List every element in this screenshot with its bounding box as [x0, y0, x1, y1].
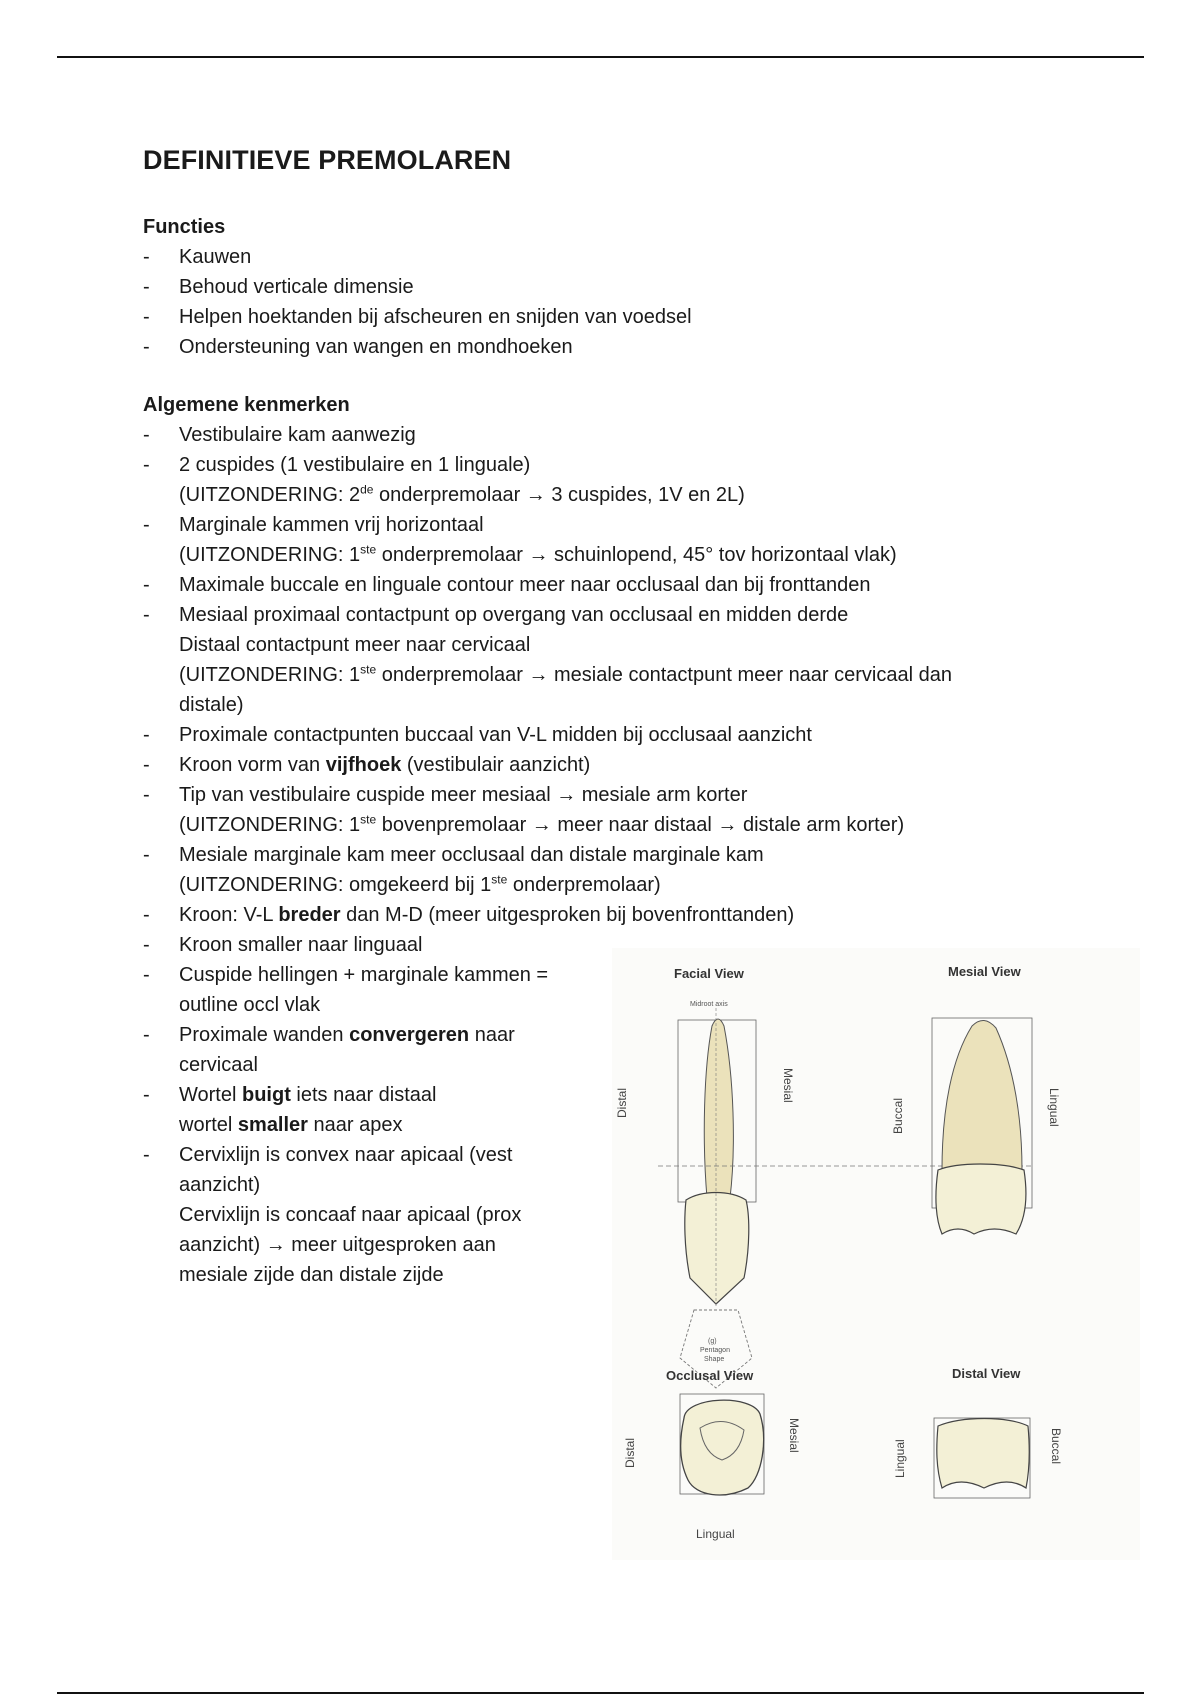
list-item: - Kroon vorm van vijfhoek (vestibulair aanzicht) — [143, 750, 952, 780]
bottom-rule — [57, 1692, 1144, 1694]
facial-root — [704, 1019, 733, 1198]
list-item: - Mesiaal proximaal contactpunt op overgang van occlusaal en midden derde Distaal contactpunt meer naar cervicaal (UITZONDERING: 1ste onderpremolaar → mesiale contactpunt meer naar cervicaal dan distale) — [143, 600, 952, 720]
distal-view-label: Distal View — [952, 1366, 1021, 1381]
list-item: - Helpen hoektanden bij afscheuren en snijden van voedsel — [143, 302, 692, 332]
mesial-lingual-label: Lingual — [1047, 1088, 1061, 1127]
page-title: DEFINITIEVE PREMOLAREN — [143, 145, 512, 175]
occlusal-distal-label: Distal — [623, 1437, 637, 1468]
functies-section — [143, 212, 692, 362]
pentagon-label-2: Pentagon — [700, 1347, 730, 1354]
pentagon-label-1: (g) — [708, 1338, 717, 1345]
occlusal-lingual-label: Lingual — [696, 1527, 735, 1541]
functies-list — [143, 242, 692, 362]
occlusal-mesial-label: Mesial — [787, 1418, 801, 1453]
list-item: - Mesiale marginale kam meer occlusaal dan distale marginale kam (UITZONDERING: omgekeerd bij 1ste onderpremolaar) — [143, 840, 952, 900]
list-item: - Proximale wanden convergeren naar cervicaal — [143, 1020, 649, 1080]
functies-heading: Functies — [143, 216, 226, 238]
midroot-axis-label: Midroot axis — [690, 1001, 728, 1008]
distal-buccal-label: Buccal — [1049, 1428, 1063, 1465]
list-item: - 2 cuspides (1 vestibulaire en 1 linguale) (UITZONDERING: 2de onderpremolaar → 3 cuspides, 1V en 2L) — [143, 450, 952, 510]
list-item: - Marginale kammen vrij horizontaal (UITZONDERING: 1ste onderpremolaar → schuinlopend, 45° tov horizontaal vlak) — [143, 510, 952, 570]
facial-mesial-label: Mesial — [781, 1068, 795, 1103]
list-item: - Ondersteuning van wangen en mondhoeken — [143, 332, 692, 362]
list-item: - Cuspide hellingen + marginale kammen = outline occl vlak — [143, 960, 649, 1020]
distal-crown — [937, 1419, 1030, 1489]
list-item: - Proximale contactpunten buccaal van V-L midden bij occlusaal aanzicht — [143, 720, 952, 750]
facial-crown — [685, 1193, 749, 1305]
facial-distal-label: Distal — [615, 1087, 629, 1118]
kenmerken-heading: Algemene kenmerken — [143, 394, 350, 416]
mesial-crown — [936, 1164, 1026, 1234]
mesial-buccal-label: Buccal — [891, 1097, 905, 1134]
list-item: - Maximale buccale en linguale contour meer naar occlusaal dan bij fronttanden — [143, 570, 952, 600]
list-item: - Kroon smaller naar linguaal — [143, 930, 952, 960]
occlusal-view-label: Occlusal View — [666, 1368, 754, 1383]
list-item: - Tip van vestibulaire cuspide meer mesiaal → mesiale arm korter (UITZONDERING: 1ste bovenpremolaar → meer naar distaal → distale arm korter) — [143, 780, 952, 840]
list-item: - Behoud verticale dimensie — [143, 272, 692, 302]
distal-lingual-label: Lingual — [893, 1439, 907, 1478]
list-item: - Wortel buigt iets naar distaal wortel smaller naar apex — [143, 1080, 649, 1140]
list-item: - Kauwen — [143, 242, 692, 272]
mesial-root — [942, 1020, 1022, 1170]
facial-view-label: Facial View — [674, 966, 744, 981]
occlusal-crown — [681, 1400, 764, 1495]
pentagon-label-3: Shape — [704, 1356, 725, 1363]
mesial-view-label: Mesial View — [948, 964, 1021, 979]
list-item: - Kroon: V-L breder dan M-D (meer uitgesproken bij bovenfronttanden) — [143, 900, 952, 930]
list-item: - Cervixlijn is convex naar apicaal (vest aanzicht) Cervixlijn is concaaf naar apicaal (prox aanzicht) → meer uitgesproken aan mesiale zijde dan distale zijde — [143, 1140, 649, 1290]
list-item: - Vestibulaire kam aanwezig — [143, 420, 952, 450]
top-rule — [57, 56, 1144, 58]
premolar-diagram — [612, 948, 1140, 1560]
